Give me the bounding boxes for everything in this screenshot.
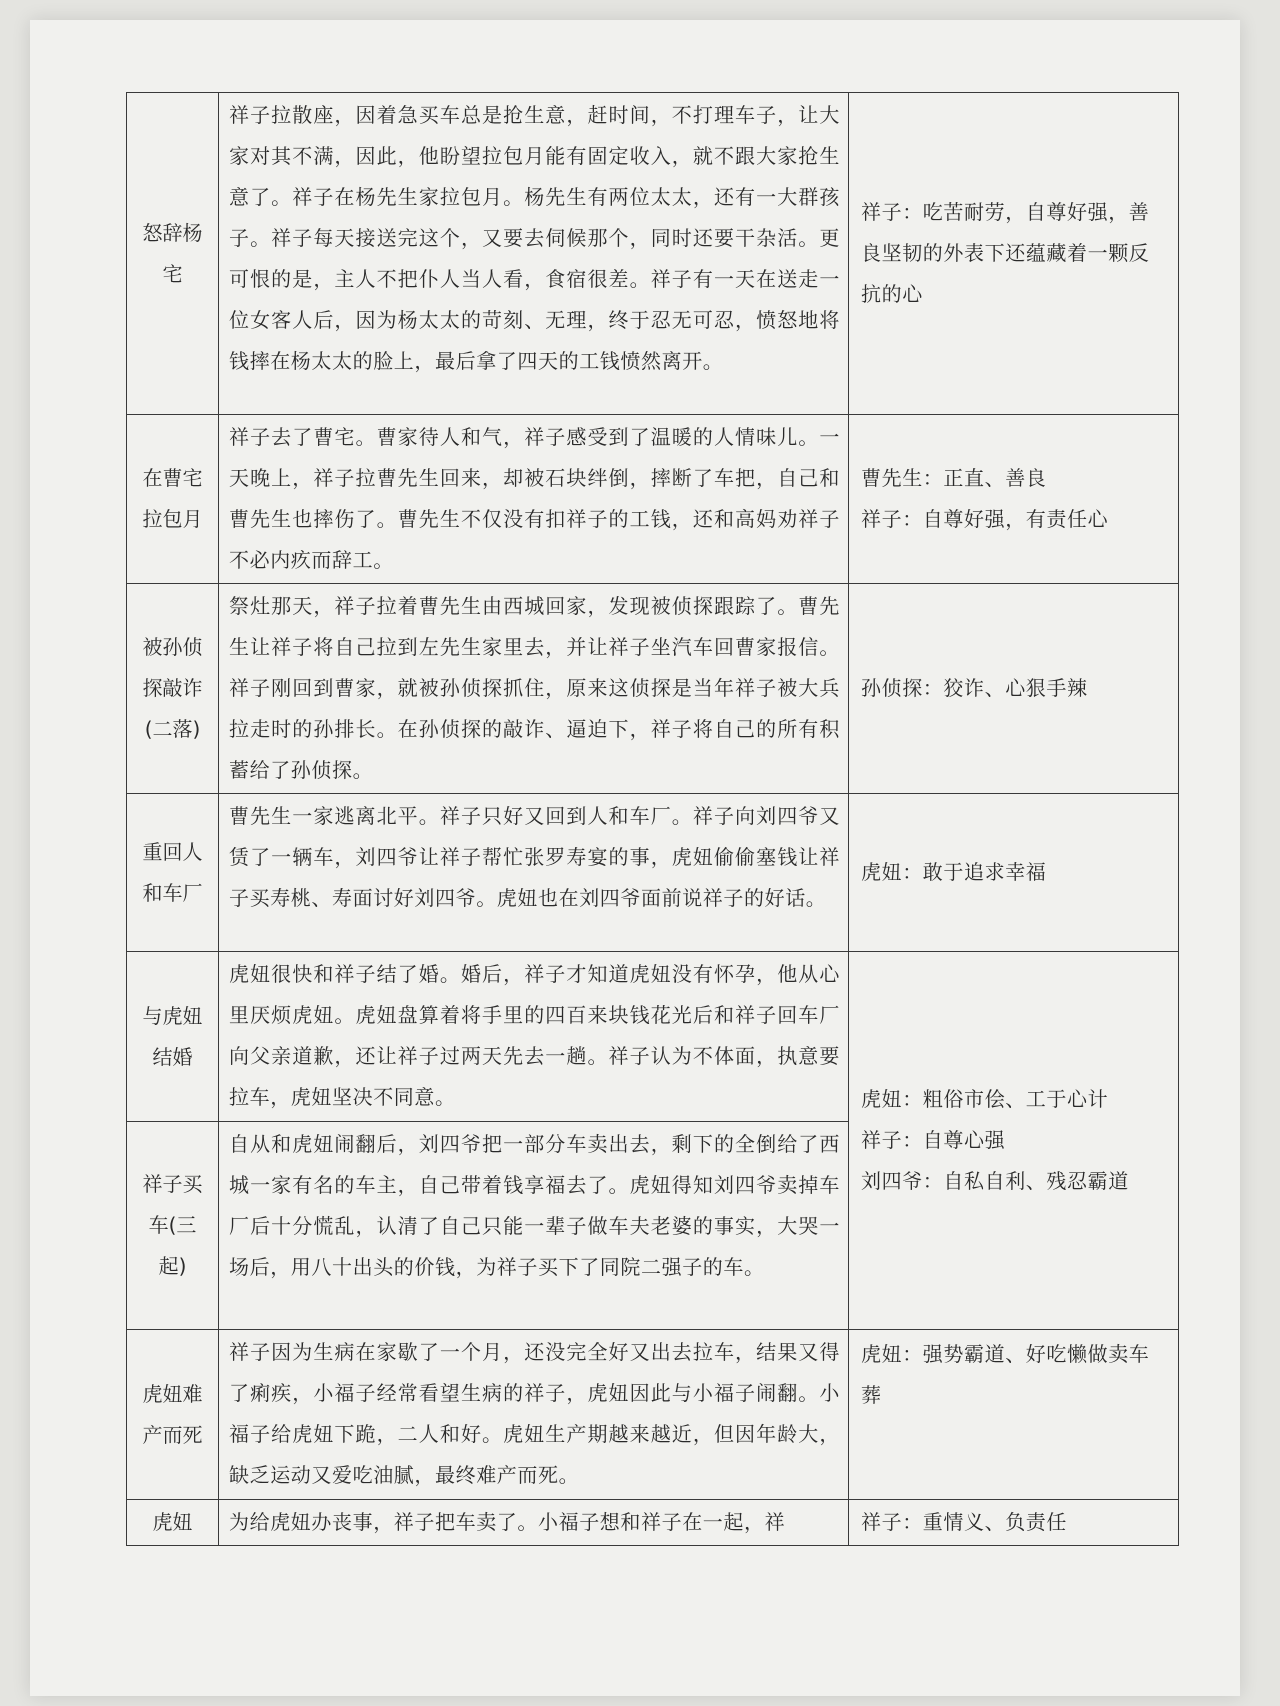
character-traits-cell: [849, 952, 1179, 1330]
chapter-title: 怒辞杨宅: [142, 220, 203, 286]
character-trait: 祥子：重情义、负责任: [861, 1510, 1067, 1534]
table-row: [127, 584, 1179, 794]
character-traits-cell: [849, 794, 1179, 952]
chapter-title-cell: [127, 93, 219, 415]
plot-content: 虎妞很快和祥子结了婚。婚后，祥子才知道虎妞没有怀孕，他从心里厌烦虎妞。虎妞盘算着将手里的四百来块钱花光后和祥子回车厂向父亲道歉，还让祥子过两天先去一趟。祥子认为不体面，执意要拉车，虎妞坚决不同意。: [229, 962, 840, 1109]
character-traits-cell: [849, 1500, 1179, 1546]
plot-content-cell: [219, 1330, 849, 1500]
chapter-title-cell: [127, 1330, 219, 1500]
chapter-title-cell: [127, 952, 219, 1122]
chapter-title: 祥子买车(三起): [142, 1172, 203, 1278]
character-trait: 祥子：自尊心强: [861, 1128, 1006, 1152]
character-trait: 祥子：自尊好强，有责任心: [861, 507, 1109, 531]
table-row: [127, 794, 1179, 952]
character-trait: 孙侦探：狡诈、心狠手辣: [861, 676, 1088, 700]
chapter-title-cell: [127, 1500, 219, 1546]
plot-content-cell: [219, 794, 849, 952]
table-row: [127, 415, 1179, 584]
plot-content: 祭灶那天，祥子拉着曹先生由西城回家，发现被侦探跟踪了。曹先生让祥子将自己拉到左先生家里去，并让祥子坐汽车回曹家报信。祥子刚回到曹家，就被孙侦探抓住，原来这侦探是当年祥子被大兵拉走时的孙排长。在孙侦探的敲诈、逼迫下，祥子将自己的所有积蓄给了孙侦探。: [229, 594, 840, 782]
chapter-title: 在曹宅拉包月: [142, 466, 203, 531]
chapter-title-cell: [127, 1122, 219, 1330]
chapter-title-cell: [127, 584, 219, 794]
character-trait: 虎妞：敢于追求幸福: [861, 860, 1047, 884]
character-trait: 刘四爷：自私自利、残忍霸道: [861, 1169, 1129, 1193]
plot-content: 曹先生一家逃离北平。祥子只好又回到人和车厂。祥子向刘四爷又赁了一辆车，刘四爷让祥子帮忙张罗寿宴的事，虎妞偷偷塞钱让祥子买寿桃、寿面讨好刘四爷。虎妞也在刘四爷面前说祥子的好话。: [229, 804, 840, 910]
table-row: [127, 93, 1179, 415]
plot-content-cell: [219, 952, 849, 1122]
plot-content: 祥子拉散座，因着急买车总是抢生意，赶时间，不打理车子，让大家对其不满，因此，他盼望拉包月能有固定收入，就不跟大家抢生意了。祥子在杨先生家拉包月。杨先生有两位太太，还有一大群孩子。祥子每天接送完这个，又要去伺候那个，同时还要干杂活。更可恨的是，主人不把仆人当人看，食宿很差。祥子有一天在送走一位女客人后，因为杨太太的苛刻、无理，终于忍无可忍，愤怒地将钱摔在杨太太的脸上，最后拿了四天的工钱愤然离开。: [229, 103, 840, 373]
character-traits-cell: [849, 415, 1179, 584]
chapter-title-cell: [127, 794, 219, 952]
character-trait: 虎妞：强势霸道、好吃懒做卖车葬: [861, 1342, 1150, 1407]
plot-content-cell: [219, 93, 849, 415]
plot-content: 祥子因为生病在家歇了一个月，还没完全好又出去拉车，结果又得了痢疾，小福子经常看望生病的祥子，虎妞因此与小福子闹翻。小福子给虎妞下跪，二人和好。虎妞生产期越来越近，但因年龄大，缺乏运动又爱吃油腻，最终难产而死。: [229, 1340, 840, 1487]
plot-content-cell: [219, 584, 849, 794]
plot-summary-table: [126, 92, 1179, 1546]
chapter-title: 虎妞难产而死: [142, 1381, 203, 1447]
plot-content: 祥子去了曹宅。曹家待人和气，祥子感受到了温暖的人情味儿。一天晚上，祥子拉曹先生回来，却被石块绊倒，摔断了车把，自己和曹先生也摔伤了。曹先生不仅没有扣祥子的工钱，还和高妈劝祥子不必内疚而辞工。: [229, 425, 840, 572]
plot-content: 自从和虎妞闹翻后，刘四爷把一部分车卖出去，剩下的全倒给了西城一家有名的车主，自己带着钱享福去了。虎妞得知刘四爷卖掉车厂后十分慌乱，认清了自己只能一辈子做车夫老婆的事实，大哭一场后，用八十出头的价钱，为祥子买下了同院二强子的车。: [229, 1132, 840, 1279]
character-trait: 虎妞：粗俗市侩、工于心计: [861, 1087, 1109, 1111]
character-traits-cell: [849, 1330, 1179, 1500]
plot-content-cell: [219, 1122, 849, 1330]
plot-content: 为给虎妞办丧事，祥子把车卖了。小福子想和祥子在一起，祥: [229, 1510, 786, 1534]
character-traits-cell: [849, 584, 1179, 794]
chapter-title: 重回人和车厂: [142, 839, 203, 905]
chapter-title: 与虎妞结婚: [142, 1003, 203, 1069]
plot-content-cell: [219, 1500, 849, 1546]
plot-content-cell: [219, 415, 849, 584]
chapter-title: 被孙侦探敲诈(二落): [142, 635, 203, 741]
table-row: [127, 952, 1179, 1122]
character-traits-cell: [849, 93, 1179, 415]
table-row: [127, 1500, 1179, 1546]
table-row: [127, 1330, 1179, 1500]
chapter-title-cell: [127, 415, 219, 584]
character-trait: 祥子：吃苦耐劳，自尊好强，善良坚韧的外表下还蕴藏着一颗反抗的心: [861, 200, 1150, 306]
chapter-title: 虎妞: [152, 1510, 193, 1534]
character-trait: 曹先生：正直、善良: [861, 466, 1047, 490]
